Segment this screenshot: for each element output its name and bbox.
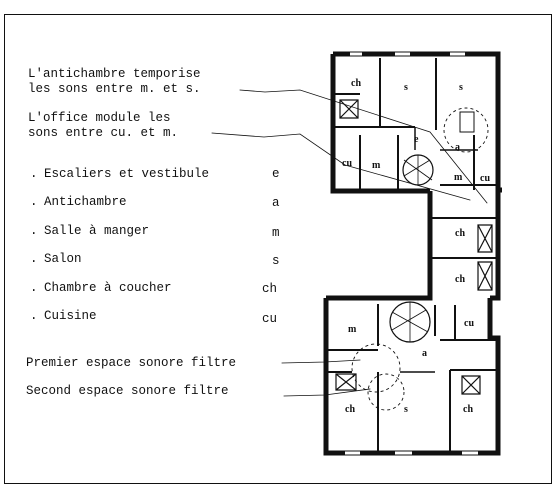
legend-label: Salle à manger [44, 224, 150, 238]
legend-bullet: . [30, 167, 38, 181]
first-filter-label: Premier espace sonore filtre [26, 356, 237, 370]
upper-block [326, 54, 502, 298]
legend-code: a [272, 196, 280, 210]
room-label-s: s [404, 404, 408, 415]
legend-code: m [272, 226, 280, 240]
room-label-cu: cu [480, 173, 490, 184]
office-note-line1: L'office module les [28, 111, 171, 125]
legend-label: Chambre à coucher [44, 281, 172, 295]
legend-code: cu [262, 312, 278, 326]
room-label-m: m [454, 172, 463, 183]
legend-code: e [272, 167, 280, 181]
room-label-m: m [372, 160, 381, 171]
legend-bullet: . [30, 195, 38, 209]
legend-label: Salon [44, 252, 82, 266]
legend-label: Escaliers et vestibule [44, 167, 210, 181]
first-filter-leader [282, 360, 360, 363]
room-label-ch: ch [455, 274, 465, 285]
room-label-ch: ch [345, 404, 355, 415]
room-label-ch: ch [351, 78, 361, 89]
legend-label: Cuisine [44, 309, 97, 323]
room-label-ch: ch [455, 228, 465, 239]
room-labels [342, 78, 490, 415]
room-label-cu: cu [342, 158, 352, 169]
legend-bullet: . [30, 252, 38, 266]
second-filter-label: Second espace sonore filtre [26, 384, 229, 398]
legend-bullet: . [30, 309, 38, 323]
antichamber-leader-line [240, 90, 487, 203]
room-label-e: e [414, 134, 419, 145]
legend-bullet: . [30, 281, 38, 295]
legend-code: s [272, 254, 280, 268]
office-note-line2: sons entre cu. et m. [28, 126, 179, 140]
room-label-s: s [404, 82, 408, 93]
room-label-s: s [459, 82, 463, 93]
room-label-a: a [422, 348, 427, 359]
antichamber-note-line1: L'antichambre temporise [28, 67, 201, 81]
room-label-ch: ch [463, 404, 473, 415]
room-label-a: a [455, 142, 460, 153]
legend-bullet: . [30, 224, 38, 238]
antichamber-note-line2: les sons entre m. et s. [28, 82, 201, 96]
room-label-cu: cu [464, 318, 474, 329]
legend-label: Antichambre [44, 195, 127, 209]
legend-code: ch [262, 282, 278, 296]
room-label-m: m [348, 324, 357, 335]
